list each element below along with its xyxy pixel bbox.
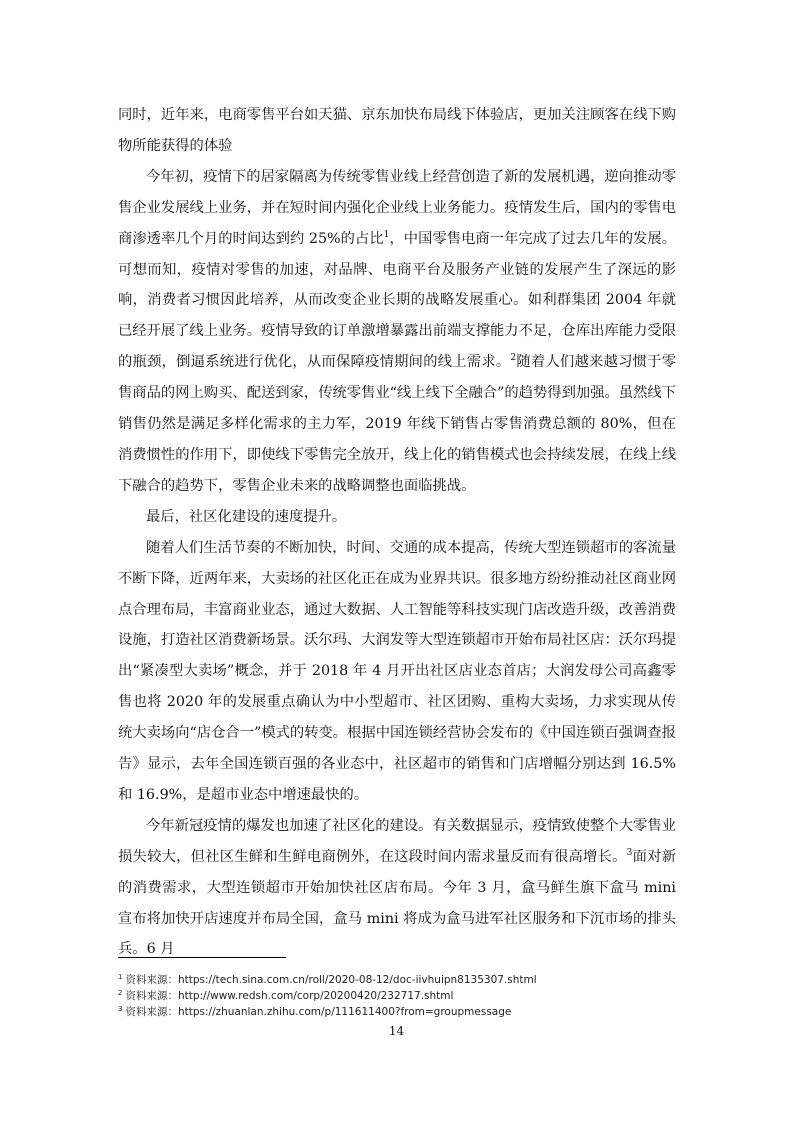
paragraph-text: 今年新冠疫情的爆发也加速了社区化的建设。有关数据显示，疫情致使整个大零售业损失较大，但社区生鲜和生鲜电商例外，在这段时间内需求量反而有很高增长。 bbox=[118, 817, 676, 865]
footnote-number: 2 bbox=[118, 989, 123, 997]
footnote-divider bbox=[118, 957, 286, 958]
footnote-2 bbox=[118, 988, 678, 1004]
paragraph-2 bbox=[118, 162, 676, 502]
footnote-text: 资料来源：https://zhuanlan.zhihu.com/p/111611400?from=groupmessage bbox=[125, 1006, 512, 1018]
paragraph-5 bbox=[118, 811, 676, 966]
paragraph-3 bbox=[118, 502, 676, 533]
paragraph-text: 同时，近年来，电商零售平台如天猫、京东加快布局线下体验店，更加关注顾客在线下购物所能获得的体验 bbox=[118, 107, 676, 154]
page-number: 14 bbox=[388, 1024, 405, 1038]
footnote-ref: 1 bbox=[383, 229, 390, 240]
footnote-text: 资料来源：https://tech.sina.com.cn/roll/2020-08-12/doc-iivhuipn8135307.shtml bbox=[125, 974, 537, 986]
footnote-3 bbox=[118, 1004, 678, 1020]
paragraph-text: 今年初，疫情下的居家隔离为传统零售业线上经营创造了新的发展机遇，逆向推动零售企业发展线上业务，并在短时间内强化企业线上业务能力。疫情发生后，国内的零售电商渗透率几个月的时间达到约 25%的占比 bbox=[118, 168, 676, 247]
paragraph-1 bbox=[118, 100, 676, 162]
paragraph-text: ，中国零售电商一年完成了过去几年的发展。可想而知，疫情对零售的加速，对品牌、电商平台及服务产业链的发展产生了深远的影响，消费者习惯因此培养，从而改变企业长期的战略发展重心。如利群集团 2004 年就已经开展了线上业务。疫情导致的订单激增暴露出前端支撑能力不足，仓库出库能力受限的瓶颈，倒逼系统进行优化，从而保障疫情期间的线上需求。 bbox=[118, 230, 676, 371]
body-text bbox=[118, 100, 676, 965]
paragraph-text: 面对新的消费需求，大型连锁超市开始加快社区店布局。今年 3 月，盒马鲜生旗下盒马 mini 宣布将加快开店速度并布局全国，盒马 mini 将成为盒马进军社区服务和下沉市场的排头兵。6 月 bbox=[118, 848, 677, 958]
footnote-text: 资料来源：http://www.redsh.com/corp/20200420/232717.shtml bbox=[125, 990, 454, 1002]
paragraph-text: 最后，社区化建设的速度提升。 bbox=[146, 508, 347, 525]
paragraph-text: 随着人们生活节奏的不断加快，时间、交通的成本提高，传统大型连锁超市的客流量不断下降，近两年来，大卖场的社区化正在成为业界共识。很多地方纷纷推动社区商业网点合理布局，丰富商业业态，通过大数据、人工智能等科技实现门店改造升级，改善消费设施，打造社区消费新场景。沃尔玛、大润发等大型连锁超市开始布局社区店：沃尔玛提出“紧凑型大卖场”概念，并于 2018 年 4 月开出社区店业态首店；大润发母公司高鑫零售也将 2020 年的发展重点确认为中小型超市、社区团购、重构大卖场，力求实现从传统大卖场向“店仓合一”模式的转变。根据中国连锁经营协会发布的《中国连锁百强调查报告》显示，去年全国连锁百强的各业态中，社区超市的销售和门店增幅分别达到 16.5%和 16.9%，是超市业态中增速最快的。 bbox=[118, 539, 676, 803]
paragraph-text: 随着人们越来越习惯于零售商品的网上购买、配送到家，传统零售业“线上线下全融合”的趋势得到加强。虽然线下销售仍然是满足多样化需求的主力军，2019 年线下销售占零售消费总额的 80%，但在消费惯性的作用下，即使线下零售完全放开，线上化的销售模式也会持续发展，在线上线下融合的趋势下，零售企业未来的战略调整也面临挑战。 bbox=[118, 354, 677, 494]
paragraph-4 bbox=[118, 533, 676, 811]
footnote-1 bbox=[118, 972, 678, 988]
footnotes bbox=[118, 972, 678, 1020]
footnote-number: 3 bbox=[118, 1005, 123, 1013]
footnote-ref: 2 bbox=[510, 353, 517, 364]
footnote-ref: 3 bbox=[626, 847, 633, 858]
footnote-number: 1 bbox=[118, 973, 123, 981]
